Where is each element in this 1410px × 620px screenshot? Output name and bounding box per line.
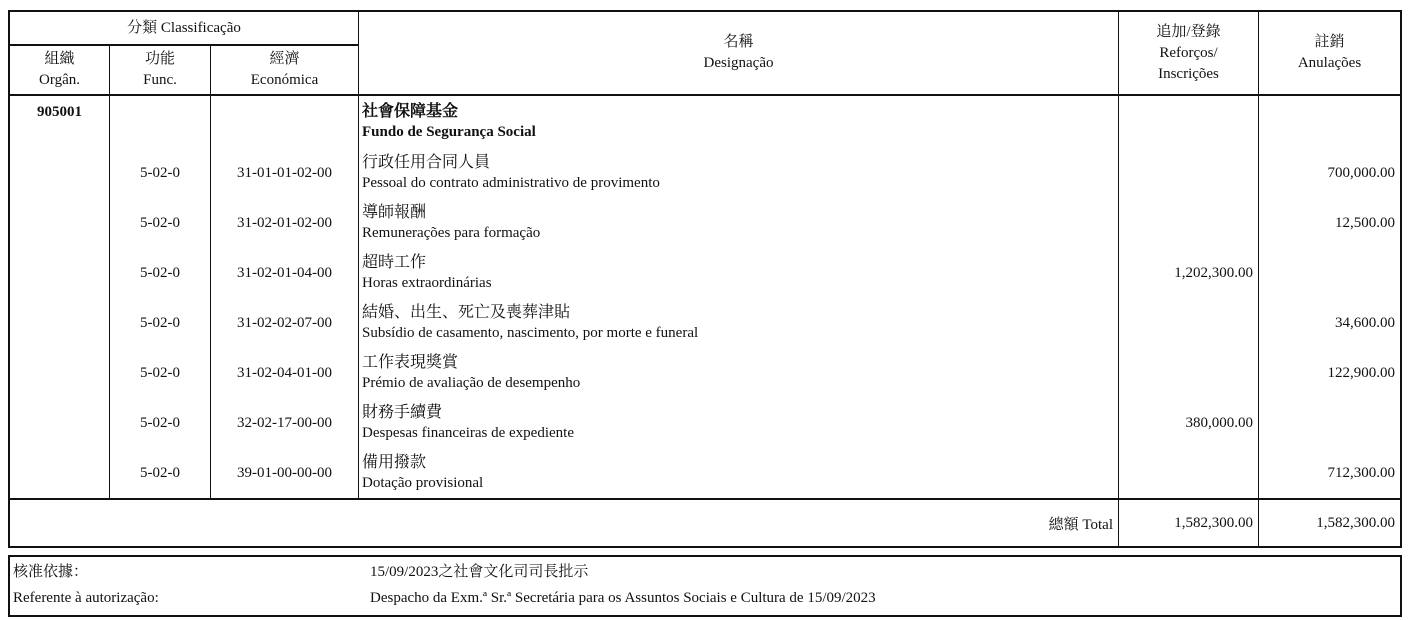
table-body-rows	[10, 148, 1400, 498]
total-reforcos: 1,582,300.00	[1119, 500, 1259, 546]
designation-pt: Subsídio de casamento, nascimento, por morte e funeral	[362, 325, 699, 341]
designation-cell	[359, 198, 1119, 248]
anulacoes-amount: 34,600.00	[1335, 314, 1395, 331]
reforcos-amount	[1119, 198, 1259, 248]
econ-code: 31-02-04-01-00	[211, 348, 359, 398]
func-code: 5-02-0	[110, 248, 211, 298]
authorization-label-zh: 核准依據：	[13, 564, 89, 580]
reforcos-amount: 380,000.00	[1119, 398, 1259, 448]
func-code: 5-02-0	[110, 148, 211, 198]
func-cell-empty	[110, 96, 211, 148]
fund-name-pt: Fundo de Segurança Social	[362, 124, 536, 140]
econ-code: 31-02-01-02-00	[211, 198, 359, 248]
anulacoes-amount	[1259, 248, 1400, 298]
econ-cell-empty	[211, 96, 359, 148]
header-annulments-zh: 註銷	[1314, 34, 1345, 50]
org-cell	[10, 348, 110, 398]
header-econ	[211, 46, 359, 94]
anulacoes-amount	[1259, 398, 1400, 448]
func-code: 5-02-0	[110, 398, 211, 448]
header-econ-zh: 經濟	[269, 51, 300, 67]
reforcos-amount	[1119, 348, 1259, 398]
anulacoes-amount: 12,500.00	[1335, 214, 1395, 231]
header-econ-pt: Económica	[250, 72, 319, 88]
reforcos-amount	[1119, 148, 1259, 198]
header-func-zh: 功能	[144, 51, 175, 67]
econ-code: 31-01-01-02-00	[211, 148, 359, 198]
econ-code: 32-02-17-00-00	[211, 398, 359, 448]
header-reinforcements-pt1: Reforços/	[1159, 44, 1218, 61]
header-classification	[10, 12, 359, 46]
header-designation	[359, 12, 1119, 94]
header-designation-pt: Designação	[703, 55, 774, 71]
anulacoes-cell-empty	[1259, 96, 1400, 148]
table-row	[10, 148, 1400, 198]
designation-cell	[359, 248, 1119, 298]
header-organ-pt: Orgân.	[39, 72, 80, 88]
designation-cell	[359, 398, 1119, 448]
fund-designation-cell	[359, 96, 1119, 148]
authorization-label-pt: Referente à autorização:	[13, 590, 159, 606]
header-organ	[10, 46, 110, 94]
func-code: 5-02-0	[110, 348, 211, 398]
table-row	[10, 348, 1400, 398]
header-annulments	[1259, 12, 1400, 94]
econ-code: 31-02-01-04-00	[211, 248, 359, 298]
total-row	[10, 498, 1400, 546]
reforcos-amount: 1,202,300.00	[1119, 248, 1259, 298]
designation-pt: Prémio de avaliação de desempenho	[362, 375, 581, 391]
header-classification-label: 分類 Classificação	[127, 19, 241, 36]
table-row	[10, 298, 1400, 348]
econ-code: 31-02-02-07-00	[211, 298, 359, 348]
designation-cell	[359, 448, 1119, 498]
table-header	[10, 12, 1400, 96]
reforcos-amount	[1119, 298, 1259, 348]
designation-pt: Despesas financeiras de expediente	[362, 425, 574, 441]
table-row	[10, 398, 1400, 448]
func-code: 5-02-0	[110, 298, 211, 348]
designation-zh: 行政任用合同人員	[362, 154, 491, 171]
table-row	[10, 248, 1400, 298]
org-code: 905001	[10, 96, 110, 148]
fund-group-row	[10, 96, 1400, 148]
org-cell	[10, 248, 110, 298]
table-body	[10, 96, 1400, 498]
designation-cell	[359, 348, 1119, 398]
org-cell	[10, 298, 110, 348]
designation-zh: 備用撥款	[362, 454, 427, 471]
anulacoes-amount: 700,000.00	[1327, 164, 1395, 181]
designation-cell	[359, 148, 1119, 198]
fund-name-zh: 社會保障基金	[362, 103, 459, 120]
designation-zh: 導師報酬	[362, 204, 427, 221]
header-reinforcements-zh: 追加/登錄	[1156, 23, 1221, 40]
org-cell	[10, 448, 110, 498]
designation-pt: Horas extraordinárias	[362, 275, 492, 291]
reforcos-amount	[1119, 448, 1259, 498]
func-code: 5-02-0	[110, 198, 211, 248]
header-organ-zh: 組織	[44, 51, 75, 67]
header-func-pt: Func.	[143, 72, 177, 88]
designation-pt: Pessoal do contrato administrativo de provimento	[362, 175, 660, 191]
org-cell	[10, 398, 110, 448]
anulacoes-amount: 712,300.00	[1327, 464, 1395, 481]
org-cell	[10, 198, 110, 248]
total-anulacoes: 1,582,300.00	[1316, 514, 1395, 531]
designation-cell	[359, 298, 1119, 348]
header-annulments-pt: Anulações	[1297, 55, 1362, 71]
authorization-text-pt: Despacho da Exm.ª Sr.ª Secretária para os Assuntos Sociais e Cultura de 15/09/2023	[370, 590, 876, 606]
designation-zh: 超時工作	[362, 254, 427, 271]
func-code: 5-02-0	[110, 448, 211, 498]
anulacoes-amount: 122,900.00	[1327, 364, 1395, 381]
authorization-box	[8, 555, 1402, 617]
econ-code: 39-01-00-00-00	[211, 448, 359, 498]
designation-pt: Dotação provisional	[362, 475, 484, 491]
reforcos-cell-empty	[1119, 96, 1259, 148]
header-designation-zh: 名稱	[723, 34, 754, 50]
designation-zh: 結婚、出生、死亡及喪葬津貼	[362, 304, 571, 321]
header-reinforcements-pt2: Inscrições	[1158, 65, 1219, 82]
total-label: 總額 Total	[10, 500, 1119, 546]
designation-zh: 工作表現獎賞	[362, 354, 459, 371]
budget-table	[8, 10, 1402, 548]
table-row	[10, 448, 1400, 498]
authorization-text-zh: 15/09/2023之社會文化司司長批示	[370, 564, 589, 580]
table-row	[10, 198, 1400, 248]
designation-zh: 財務手續費	[362, 404, 443, 421]
header-reinforcements	[1119, 12, 1259, 94]
org-cell	[10, 148, 110, 198]
header-func	[110, 46, 211, 94]
designation-pt: Remunerações para formação	[362, 225, 541, 241]
